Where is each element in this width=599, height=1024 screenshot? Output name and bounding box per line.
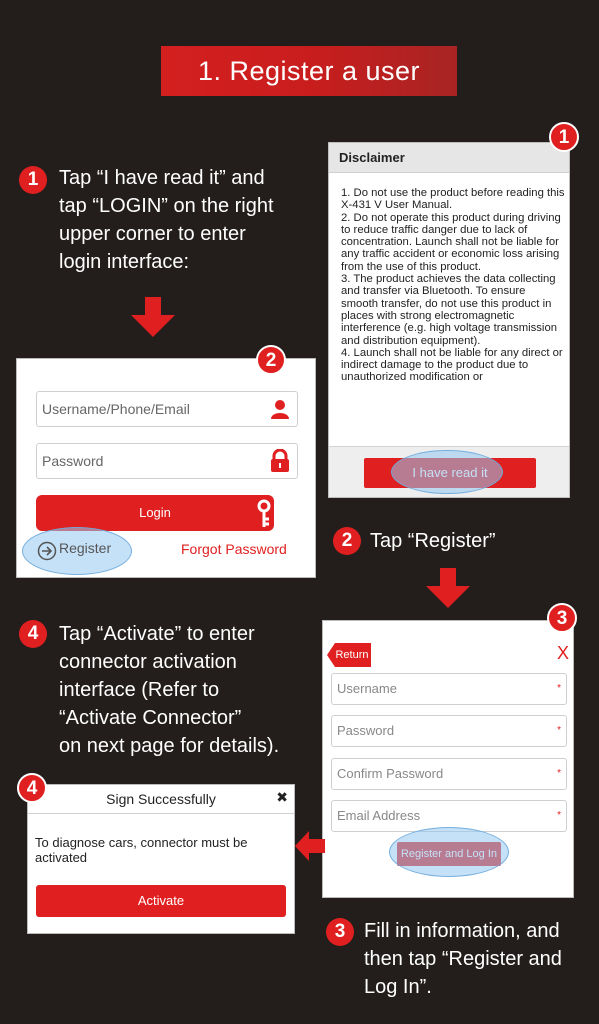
sign-success-message: To diagnose cars, connector must be activated	[35, 835, 248, 865]
instruction-line: Tap “Register”	[370, 530, 496, 552]
disclaimer-paragraph: 1. Do not use the product before reading this X-431 V User Manual.	[341, 187, 565, 212]
register-badge: 3	[547, 603, 577, 633]
instruction-line: Log In”.	[364, 976, 432, 998]
instruction-line: Tap “Activate” to enter	[59, 623, 255, 645]
disclaimer-dialog	[328, 142, 570, 498]
instruction-line: Fill in information, and	[364, 920, 560, 942]
key-icon	[253, 499, 275, 534]
instruction-line: Tap “I have read it” and	[59, 167, 265, 189]
step-3-instruction	[364, 917, 596, 1001]
username-input[interactable]	[36, 391, 298, 427]
password-field[interactable]	[331, 715, 567, 747]
close-icon[interactable]: ✖	[276, 789, 288, 805]
down-arrow-icon	[426, 568, 470, 608]
register-dialog	[322, 620, 574, 898]
login-badge: 2	[256, 345, 286, 375]
username-field[interactable]	[331, 673, 567, 705]
field-placeholder: Confirm Password	[337, 766, 444, 781]
step-1-instruction	[59, 164, 319, 276]
step-1-badge: 1	[19, 166, 47, 194]
down-arrow-icon	[131, 297, 175, 337]
instruction-line: then tap “Register and	[364, 948, 562, 970]
user-icon	[269, 398, 291, 432]
instruction-line: connector activation	[59, 651, 237, 673]
required-mark: *	[557, 768, 561, 779]
instruction-line: “Activate Connector”	[59, 707, 242, 729]
login-dialog	[16, 358, 316, 578]
field-placeholder: Email Address	[337, 808, 421, 823]
forgot-password-link[interactable]: Forgot Password	[181, 541, 287, 557]
field-placeholder: Password	[337, 723, 395, 738]
required-mark: *	[557, 683, 561, 694]
step-4-badge: 4	[19, 620, 47, 648]
required-mark: *	[557, 725, 561, 736]
password-placeholder: Password	[42, 453, 104, 469]
sign-badge: 4	[17, 773, 47, 803]
instruction-line: upper corner to enter	[59, 223, 246, 245]
disclaimer-footer	[329, 446, 569, 497]
close-icon[interactable]: X	[556, 643, 569, 663]
lock-icon	[269, 449, 291, 485]
step-2-badge: 2	[333, 527, 361, 555]
step-4-instruction	[59, 620, 317, 760]
instruction-line: tap “LOGIN” on the right	[59, 195, 274, 217]
sign-success-title: Sign Successfully	[28, 785, 294, 814]
disclaimer-text[interactable]	[341, 187, 565, 437]
disclaimer-header: Disclaimer	[329, 143, 569, 173]
login-button[interactable]: Login	[36, 495, 274, 531]
password-input[interactable]	[36, 443, 298, 479]
tap-highlight	[389, 827, 509, 877]
disclaimer-paragraph: 2. Do not operate this product during driving to reduce traffic danger due to lack of concentration. Launch shall not be liable for any traffic accident or economic loss arising from the use of this product.	[341, 211, 561, 273]
disclaimer-badge: 1	[549, 122, 579, 152]
disclaimer-paragraph: 4. Launch shall not be liable for any direct or indirect damage to the product due to unauthorized modification or	[341, 346, 563, 384]
tap-highlight	[391, 450, 503, 494]
return-label: Return	[335, 649, 369, 661]
disclaimer-paragraph: 3. The product achieves the data collecting and transfer via Bluetooth. To ensure smooth transfer, do not use this product in places with strong electromagnetic interference (e.g. high voltage transmission and distribution equipment).	[341, 273, 558, 347]
field-placeholder: Username	[337, 681, 397, 696]
confirm-password-field[interactable]	[331, 758, 567, 790]
sign-success-dialog	[27, 784, 295, 934]
activate-button[interactable]: Activate	[36, 885, 286, 917]
instruction-line: login interface:	[59, 251, 190, 273]
username-placeholder: Username/Phone/Email	[42, 401, 190, 417]
required-mark: *	[557, 810, 561, 821]
step-3-badge: 3	[326, 918, 354, 946]
step-2-instruction	[370, 527, 570, 555]
page-title: 1. Register a user	[161, 46, 457, 96]
instruction-line: on next page for details).	[59, 735, 280, 757]
left-arrow-icon	[295, 831, 325, 866]
instruction-line: interface (Refer to	[59, 679, 220, 701]
register-link[interactable]: Register	[59, 540, 112, 556]
arrow-circle-icon	[37, 541, 57, 566]
